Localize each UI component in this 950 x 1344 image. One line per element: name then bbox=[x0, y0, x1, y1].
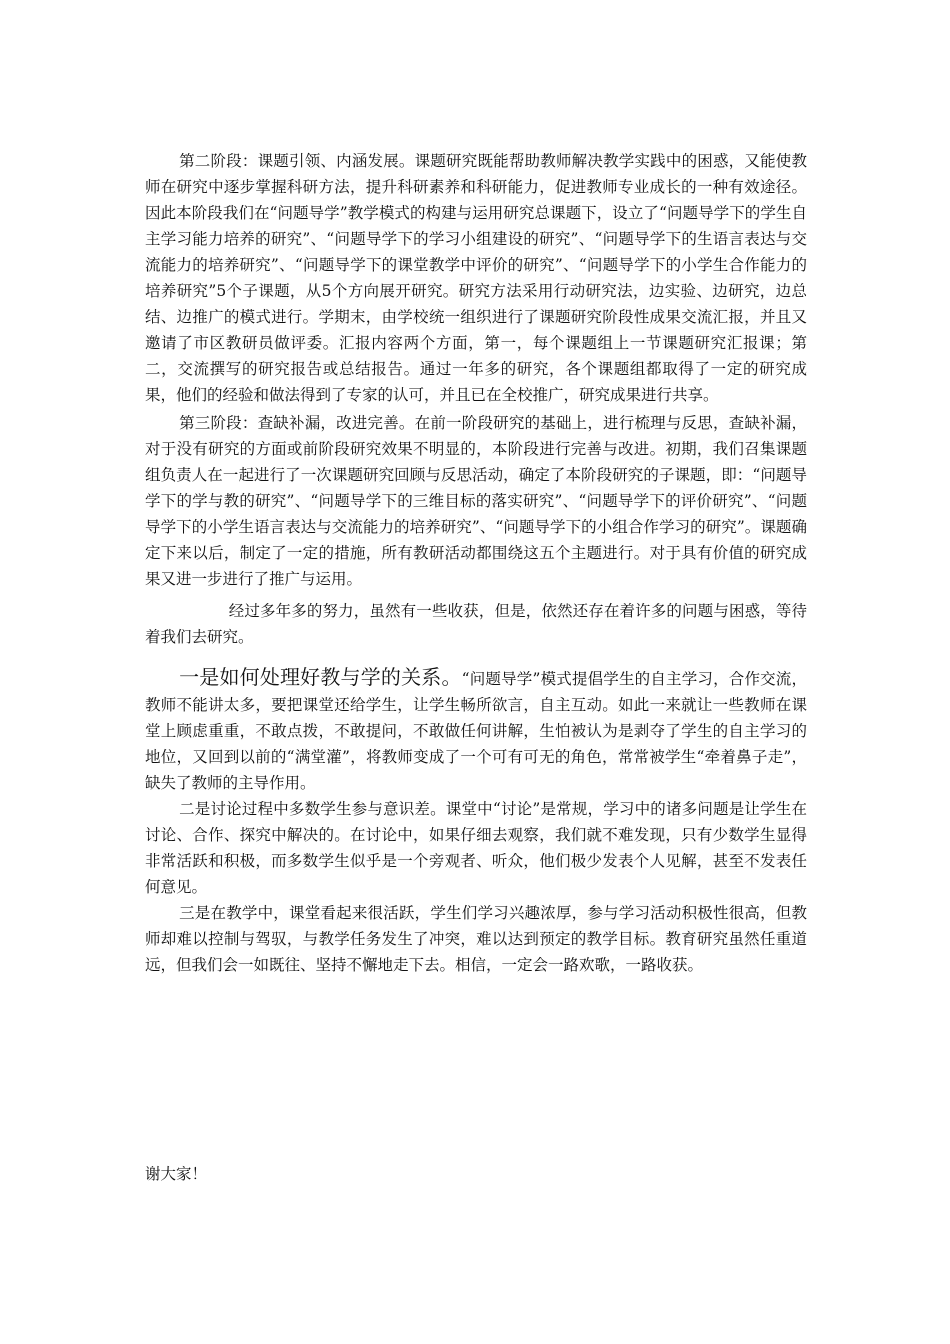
paragraph-issue-two: 二是讨论过程中多数学生参与意识差。课堂中“讨论”是常规，学习中的诸多问题是让学生在讨论、合作、探究中解决的。在讨论中，如果仔细去观察，我们就不难发现，只有少数学生显得非常活跃和积极，而多数学生似乎是一个旁观者、听众，他们极少发表个人见解，甚至不发表任何意见。 bbox=[145, 800, 807, 896]
paragraph-stage-two: 第二阶段：课题引领、内涵发展。课题研究既能帮助教师解决教学实践中的困惑，又能使教师在研究中逐步掌握科研方法，提升科研素养和科研能力，促进教师专业成长的一种有效途径。因此本阶段我们在“问题导学”教学模式的构建与运用研究总课题下，设立了“问题导学下的学生自主学习能力培养的研究”、“问题导学下的学习小组建设的研究”、“问题导学下的生语言表达与交流能力的培养研究”、“问题导学下的课堂教学中评价的研究”、“问题导学下的小学生合作能力的培养研究”5个子课题，从5个方向展开研究。研究方法采用行动研究法，边实验、边研究，边总结、边推广的模式进行。学期末，由学校统一组织进行了课题研究阶段性成果交流汇报，并且又邀请了市区教研员做评委。汇报内容两个方面，第一，每个课题组上一节课题研究汇报课；第二，交流撰写的研究报告或总结报告。通过一年多的研究，各个课题组都取得了一定的研究成果，他们的经验和做法得到了专家的认可，并且已在全校推广，研究成果进行共享。 bbox=[145, 152, 807, 404]
issue-one-lead: 一是如何处理好教与学的关系。 bbox=[179, 665, 462, 689]
issue-one-body: “问题导学”模式提倡学生的自主学习，合作交流，教师不能讲太多，要把课堂还给学生，让学生畅所欲言，自主互动。如此一来就让一些教师在课堂上顾虑重重，不敢点拨，不敢提问，不敢做任何讲解，生怕被认为是剥夺了学生的自主学习的地位，又回到以前的“满堂灌”，将教师变成了一个可有可无的角色，常常被学生“牵着鼻子走”，缺失了教师的主导作用。 bbox=[145, 670, 807, 792]
paragraph-issue-three: 三是在教学中，课堂看起来很活跃，学生们学习兴趣浓厚，参与学习活动积极性很高，但教师却难以控制与驾驭，与教学任务发生了冲突，难以达到预定的教学目标。教育研究虽然任重道远，但我们会一如既往、坚持不懈地走下去。相信，一定会一路欢歌，一路收获。 bbox=[145, 904, 807, 974]
paragraph-summary: 经过多年多的努力，虽然有一些收获，但是，依然还存在着许多的问题与困惑，等待着我们去研究。 bbox=[145, 602, 807, 646]
paragraph-stage-three: 第三阶段：查缺补漏，改进完善。在前一阶段研究的基础上，进行梳理与反思，查缺补漏，对于没有研究的方面或前阶段研究效果不明显的，本阶段进行完善与改进。初期，我们召集课题组负责人在一起进行了一次课题研究回顾与反思活动，确定了本阶段研究的子课题，即：“问题导学下的学与教的研究”、“问题导学下的三维目标的落实研究”、“问题导学下的评价研究”、“问题导学下的小学生语言表达与交流能力的培养研究”、“问题导学下的小组合作学习的研究”。课题确定下来以后，制定了一定的措施，所有教研活动都围绕这五个主题进行。对于具有价值的研究成果又进一步进行了推广与运用。 bbox=[145, 414, 807, 588]
document-body bbox=[145, 148, 807, 978]
paragraph-issue-one bbox=[145, 664, 807, 796]
closing-thanks: 谢大家！ bbox=[145, 1165, 208, 1183]
